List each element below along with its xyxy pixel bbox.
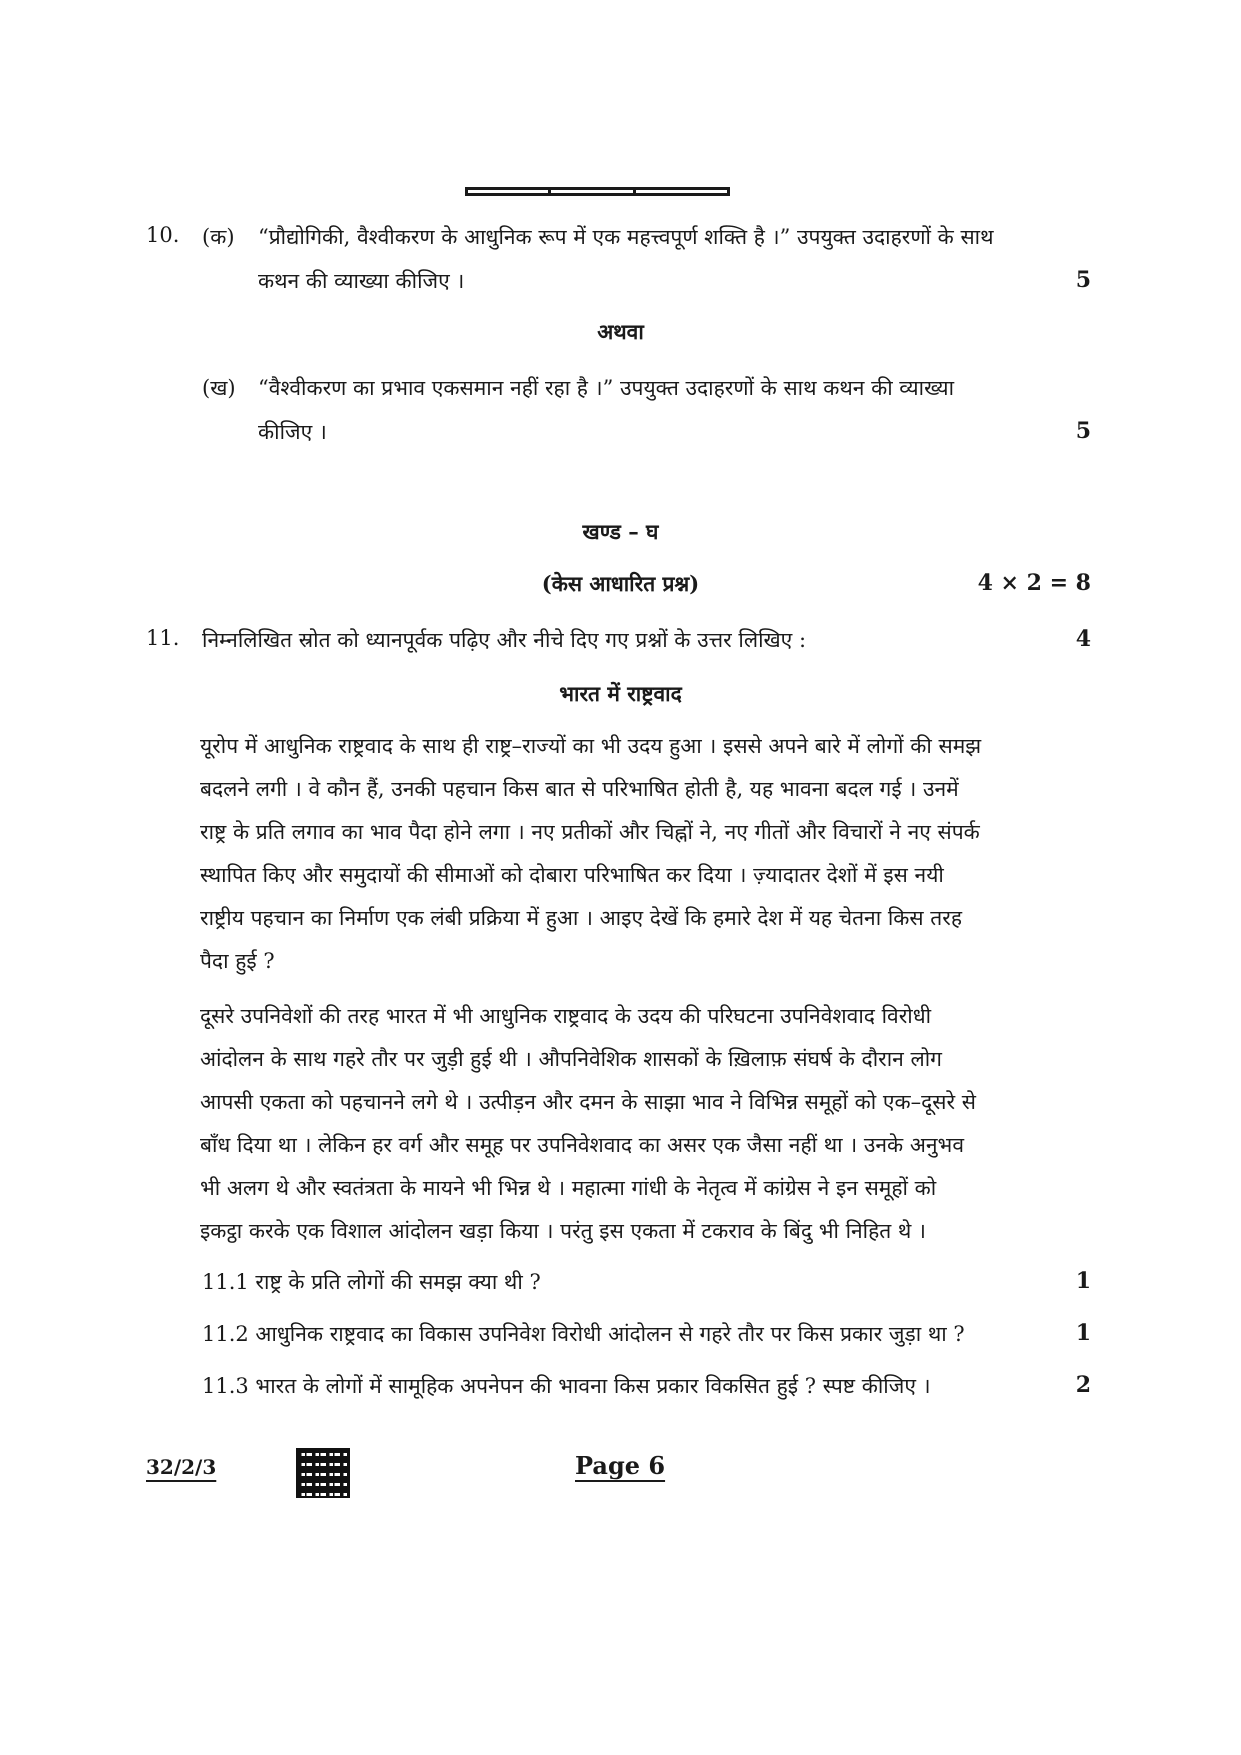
paper-code: 32/2/3 bbox=[146, 1455, 217, 1479]
or-separator: अथवा bbox=[597, 319, 644, 344]
question-10a-line2: कथन की व्याख्या कीजिए । bbox=[258, 269, 465, 293]
passage-line: बदलने लगी । वे कौन हैं, उनकी पहचान किस बात से परिभाषित होती है, यह भावना बदल गई । उनमें bbox=[200, 777, 959, 801]
question-10a-marks: 5 bbox=[1075, 267, 1091, 293]
subquestion-11-2-marks: 1 bbox=[1075, 1320, 1091, 1346]
subquestion-11-3-marks: 2 bbox=[1075, 1372, 1091, 1398]
section-subtitle: (केस आधारित प्रश्न) bbox=[541, 571, 700, 596]
passage-line: राष्ट्र के प्रति लगाव का भाव पैदा होने लगा । नए प्रतीकों और चिह्नों ने, नए गीतों और विचारों ने नए संपर्क bbox=[200, 820, 980, 844]
passage-line: इकट्ठा करके एक विशाल आंदोलन खड़ा किया । परंतु इस एकता में टकराव के बिंदु भी निहित थे । bbox=[200, 1219, 926, 1243]
passage-line: यूरोप में आधुनिक राष्ट्रवाद के साथ ही राष्ट्र–राज्यों का भी उदय हुआ । इससे अपने बारे में लोगों की समझ bbox=[200, 734, 982, 758]
passage-line: बाँध दिया था । लेकिन हर वर्ग और समूह पर उपनिवेशवाद का असर एक जैसा नहीं था । उनके अनुभव bbox=[200, 1133, 964, 1157]
passage-line: आपसी एकता को पहचानने लगे थे । उत्पीड़न और दमन के साझा भाव ने विभिन्न समूहों को एक–दूसरे से bbox=[200, 1090, 976, 1114]
question-10b-label: (ख) bbox=[202, 376, 236, 400]
question-11-instruction: निम्नलिखित स्रोत को ध्यानपूर्वक पढ़िए और नीचे दिए गए प्रश्नों के उत्तर लिखिए : bbox=[202, 628, 807, 652]
subquestion-11-1-marks: 1 bbox=[1075, 1268, 1091, 1294]
section-title: खण्ड – घ bbox=[582, 519, 659, 544]
passage-line: आंदोलन के साथ गहरे तौर पर जुड़ी हुई थी । औपनिवेशिक शासकों के ख़िलाफ़ संघर्ष के दौरान लोग bbox=[200, 1047, 942, 1071]
passage-line: दूसरे उपनिवेशों की तरह भारत में भी आधुनिक राष्ट्रवाद के उदय की परिघटना उपनिवेशवाद विरोधी bbox=[200, 1004, 932, 1028]
question-10a-label: (क) bbox=[202, 225, 235, 249]
subquestion-11-2: 11.2 आधुनिक राष्ट्रवाद का विकास उपनिवेश विरोधी आंदोलन से गहरे तौर पर किस प्रकार जुड़ा था ? bbox=[202, 1322, 965, 1346]
section-marks: 4 × 2 = 8 bbox=[977, 570, 1091, 596]
question-10b-marks: 5 bbox=[1075, 418, 1091, 444]
question-10b-line2: कीजिए । bbox=[258, 420, 327, 444]
subquestion-11-3: 11.3 भारत के लोगों में सामूहिक अपनेपन की भावना किस प्रकार विकसित हुई ? स्पष्ट कीजिए । bbox=[202, 1374, 931, 1398]
passage-title: भारत में राष्ट्रवाद bbox=[559, 681, 682, 706]
qr-code-icon bbox=[296, 1448, 350, 1498]
question-10-number: 10. bbox=[146, 223, 180, 247]
passage-line: स्थापित किए और समुदायों की सीमाओं को दोबारा परिभाषित कर दिया । ज़्यादातर देशों में इस नयी bbox=[200, 863, 944, 887]
page-number: Page 6 bbox=[575, 1451, 666, 1480]
question-10b-line1: “वैश्वीकरण का प्रभाव एकसमान नहीं रहा है ।” उपयुक्त उदाहरणों के साथ कथन की व्याख्या bbox=[258, 376, 955, 400]
question-11-marks: 4 bbox=[1075, 626, 1091, 652]
passage-line: पैदा हुई ? bbox=[200, 949, 275, 973]
subquestion-11-1: 11.1 राष्ट्र के प्रति लोगों की समझ क्या थी ? bbox=[202, 1270, 541, 1294]
passage-line: भी अलग थे और स्वतंत्रता के मायने भी भिन्न थे । महात्मा गांधी के नेतृत्व में कांग्रेस ने इन समूहों को bbox=[200, 1176, 937, 1200]
top-divider-bar bbox=[465, 187, 730, 196]
question-11-number: 11. bbox=[146, 626, 180, 650]
passage-line: राष्ट्रीय पहचान का निर्माण एक लंबी प्रक्रिया में हुआ । आइए देखें कि हमारे देश में यह चेतना किस तरह bbox=[200, 906, 962, 930]
question-10a-line1: “प्रौद्योगिकी, वैश्वीकरण के आधुनिक रूप में एक महत्त्वपूर्ण शक्ति है ।” उपयुक्त उदाहरणों के साथ bbox=[258, 225, 994, 249]
